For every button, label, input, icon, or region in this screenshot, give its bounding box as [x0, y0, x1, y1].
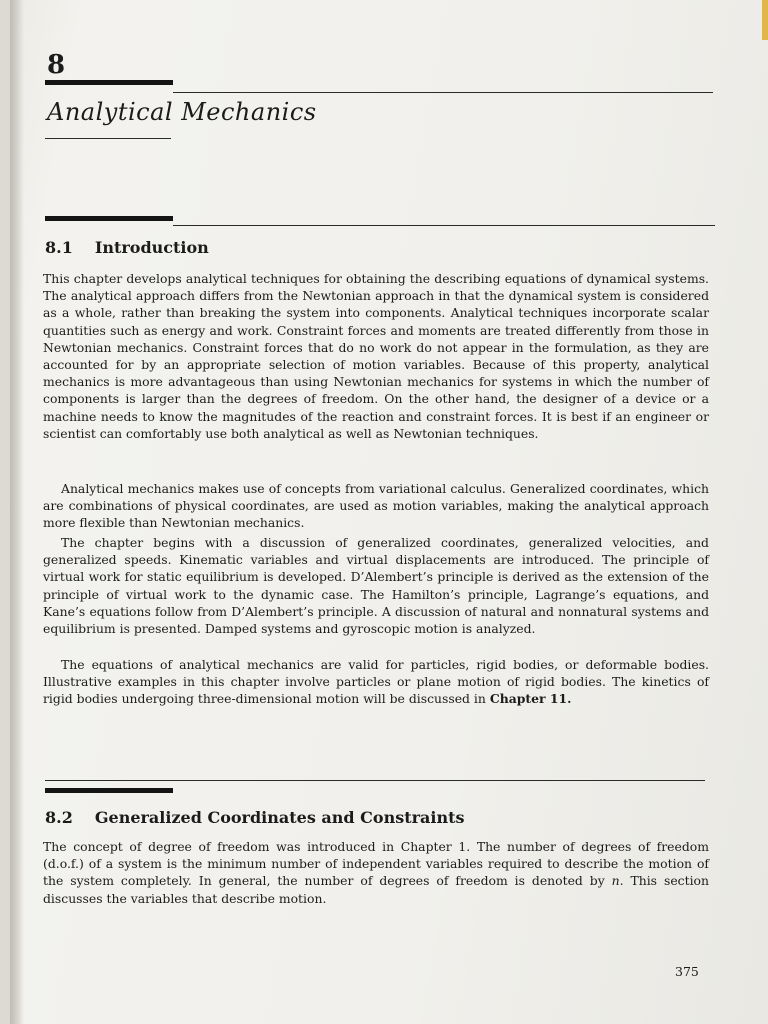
chapter-reference-period: .	[567, 691, 572, 707]
section-title: Generalized Coordinates and Constraints	[94, 808, 465, 827]
paragraph-text: The equations of analytical mechanics are valid for particles, rigid bodies, or deformable bodies. Illustrative examples in this chapter involve particles or plane motion of rigid bodies. The kinetics of rigid bodies undergoing three-dimensional motion will be discussed in	[43, 657, 709, 707]
paragraph-text-tail: . This section discusses the variables that describe motion.	[43, 873, 709, 906]
paragraph-text: The concept of degree of freedom was introduced in Chapter 1. The number of degrees of freedom (d.o.f.) of a system is the minimum number of independent variables required to describe the motion of the system completely. In general, the number of degrees of freedom is denoted by	[43, 839, 709, 889]
chapter-title: Analytical Mechanics	[47, 98, 317, 126]
chapter-rule-thin	[173, 92, 713, 93]
page-corner-edge	[762, 0, 768, 40]
paragraph-text: This chapter develops analytical techniques for obtaining the describing equations of dynamical systems. The analytical approach differs from the Newtonian approach in that the dynamical system is considered as a whole, rather than breaking the system into components. Analytical techniques incorporate scalar quantities such as energy and work. Constraint forces and moments are treated differently from those in Newtonian mechanics. Constraint forces that do no work do not appear in the formulation, as they are accounted for by an appropriate selection of motion variables. Because of this property, analytical mechanics is more advantageous than using Newtonian mechanics for systems in which the number of components is larger than the degrees of freedom. On the other hand, the designer of a device or a machine needs to know the magnitudes of the reaction and constraint forces. It is best if an engineer or scientist can comfortably use both analytical as well as Newtonian techniques.	[43, 271, 709, 441]
section-rule-thick	[45, 788, 173, 793]
paragraph	[43, 838, 709, 907]
page-number: 375	[675, 964, 699, 979]
section-number: 8.2	[45, 808, 73, 827]
section-heading	[45, 808, 465, 827]
section-number: 8.1	[45, 238, 73, 257]
book-page	[10, 0, 768, 1024]
chapter-rule-thick	[45, 80, 173, 85]
paragraph	[43, 656, 709, 708]
section-rule-thick	[45, 216, 173, 221]
paragraph	[43, 270, 709, 442]
chapter-title-underline	[45, 138, 171, 139]
paragraph-text: The chapter begins with a discussion of generalized coordinates, generalized velocities, and generalized speeds. Kinematic variables and virtual displacements are introduced. The principle of virtual work for static equilibrium is developed. D’Alembert’s principle is derived as the extension of the principle of virtual work to the dynamic case. The Hamilton’s principle, Lagrange’s equations, and Kane’s equations follow from D’Alembert’s principle. A discussion of natural and nonnatural systems and equilibrium is presented. Damped systems and gyroscopic motion is analyzed.	[43, 535, 709, 637]
section-heading	[45, 238, 209, 257]
section-rule-thin	[173, 225, 715, 226]
paragraph	[43, 534, 709, 637]
section-rule-thin	[45, 780, 705, 781]
paragraph-text: Analytical mechanics makes use of concepts from variational calculus. Generalized coordinates, which are combinations of physical coordinates, are used as motion variables, making the analytical approach more flexible than Newtonian mechanics.	[43, 481, 709, 531]
chapter-number: 8	[47, 50, 66, 80]
math-variable: n	[611, 873, 620, 889]
chapter-reference: Chapter 11	[489, 691, 568, 707]
paragraph	[43, 480, 709, 532]
book-spine-shadow	[10, 0, 24, 1024]
section-title: Introduction	[94, 238, 209, 257]
